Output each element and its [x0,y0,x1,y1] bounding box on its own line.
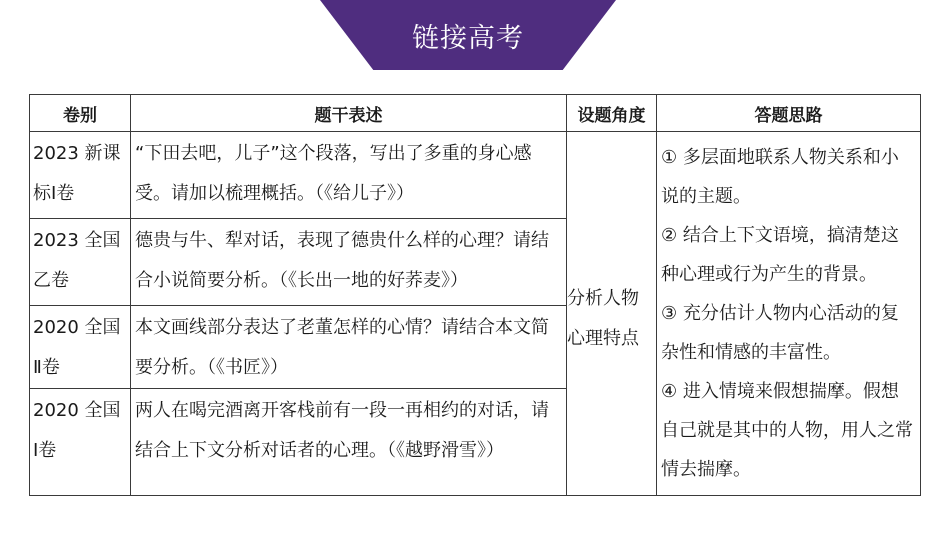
paper-cell [30,306,131,389]
answer-item: ③ 充分估计人物内心活动的复杂性和情感的丰富性。 [661,303,899,363]
paper-cell [30,219,131,306]
header-paper: 卷别 [30,95,131,132]
question-text: 德贵与牛、犁对话，表现了德贵什么样的心理？请结合小说简要分析。（《长出一地的好荞麦》） [135,230,549,291]
paper-text: 2020 全国Ⅰ卷 [33,400,121,461]
question-text: “下田去吧，儿子”这个段落，写出了多重的身心感受。请加以梳理概括。（《给儿子》） [135,143,532,204]
exam-table [29,94,921,496]
question-cell [131,132,567,219]
angle-text: 分析人物心理特点 [567,287,639,349]
answer-item: ② 结合上下文语境，搞清楚这种心理或行为产生的背景。 [661,225,899,285]
question-cell [131,219,567,306]
question-text: 本文画线部分表达了老董怎样的心情？请结合本文简要分析。（《书匠》） [135,317,549,378]
paper-cell [30,389,131,496]
answer-item: ① 多层面地联系人物关系和小说的主题。 [661,147,899,207]
question-cell [131,306,567,389]
answer-item: ④ 进入情境来假想揣摩。假想自己就是其中的人物，用人之常情去揣摩。 [661,381,913,480]
table-header-row [30,95,921,132]
paper-text: 2023 新课标Ⅰ卷 [33,143,121,204]
banner-title: 链接高考 [412,22,524,54]
header-angle: 设题角度 [567,95,657,132]
paper-text: 2020 全国Ⅱ卷 [33,317,121,378]
header-answer: 答题思路 [657,95,921,132]
table-row [30,132,921,219]
question-text: 两人在喝完酒离开客栈前有一段一再相约的对话，请结合上下文分析对话者的心理。（《越野滑雪》） [135,400,549,461]
paper-cell [30,132,131,219]
angle-cell [567,132,657,496]
header-question: 题干表述 [131,95,567,132]
paper-text: 2023 全国乙卷 [33,230,121,291]
answer-cell [657,132,921,496]
question-cell [131,389,567,496]
